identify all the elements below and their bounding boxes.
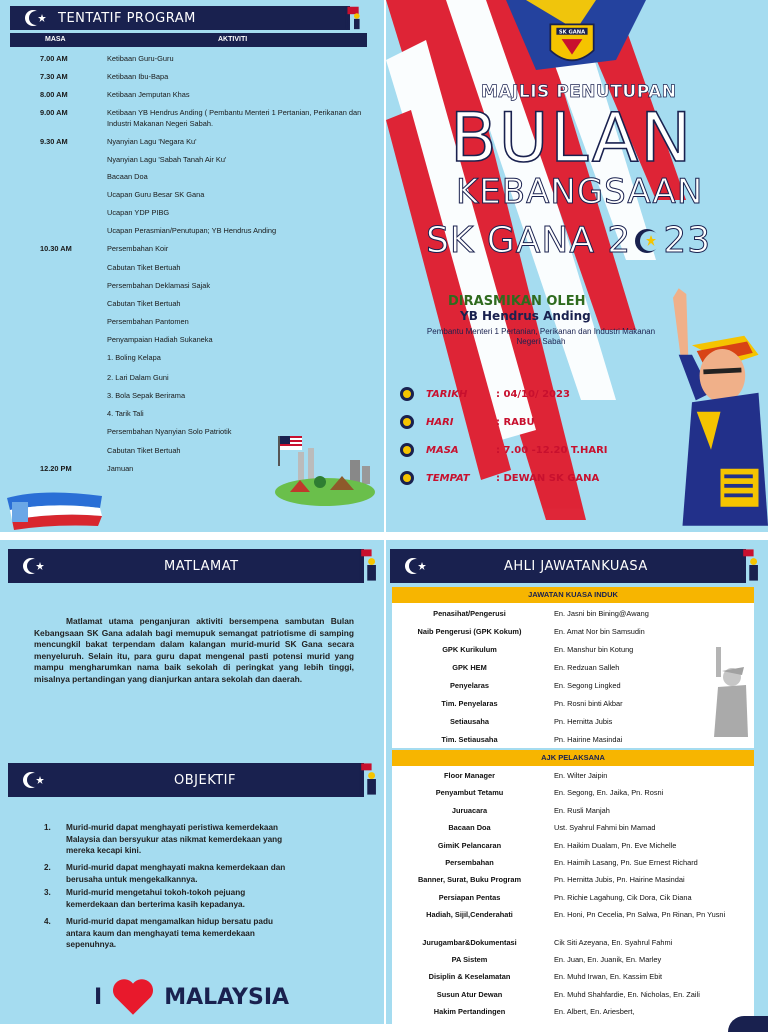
matlamat-header [8, 549, 364, 583]
program-time: 9.00 AM [40, 108, 68, 117]
committee-name: En. Manshur bin Kotung [554, 645, 634, 654]
objektif-text [66, 887, 245, 910]
program-activity: Ucapan Perasmian/Penutupan; YB Hendrus Anding [107, 226, 277, 235]
committee-role: Juruacara [451, 805, 488, 815]
flag-bearer-icon [738, 544, 764, 586]
matlamat-text: Matlamat utama penganjuran aktiviti bersempena sambutan Bulan Kebangsaan SK Gana adalah bagi memupuk semangat patriotisme di samping mencungkil bakat terpendam dalam kalangan murid-murid SK Gana secara menyeluruh. Selain itu, para guru dapat mengenal pasti potensi murid yang mampu mengharumkan nama baik sekolah di peringkat yang lebih tinggi, misalnya pertandingan yang dianjurkan antara sekolah dan daerah. [34, 616, 354, 684]
detail-label: TARIKH [426, 388, 468, 400]
program-time: 9.30 AM [40, 137, 68, 146]
committee-name: En. Honi, Pn Cecelia, Pn Salwa, Pn Rinan, Pn Yusni [554, 910, 726, 920]
committee-role: Naib Pengerusi (GPK Kokum) [417, 627, 522, 636]
detail-value: : 04/10/ 2023 [496, 388, 570, 400]
program-activity: Ucapan Guru Besar SK Gana [107, 190, 205, 199]
program-time: 8.00 AM [40, 90, 68, 99]
program-activity: Cabutan Tiket Bertuah [107, 446, 181, 455]
committee-role: Tim. Penyelaras [441, 699, 498, 708]
program-time: 7.30 AM [40, 72, 68, 81]
objektif-line: Malaysia dan bersyukur atas nikmat kemerdekaan yang [66, 834, 283, 844]
committee-name: Ust. Syahrul Fahmi bin Mamad [554, 823, 656, 833]
patriot-figure-illustration [654, 282, 768, 532]
committee-role: GPK HEM [452, 663, 487, 672]
cover-title-bulan: BULAN [450, 99, 694, 178]
committee-role: GPK Kurikulum [442, 645, 497, 654]
committee-name: En. Albert, En. Ariesbert, [554, 1007, 635, 1017]
objektif-line: mereka kecapi kini. [66, 846, 142, 855]
objektif-line: Murid-murid dapat menghayati makna kemerdekaan dan [66, 863, 286, 872]
detail-row-tarikh [400, 384, 570, 404]
committee-name: En. Muhd Shahfardie, En. Nicholas, En. Zaili [554, 989, 700, 999]
detail-label: HARI [426, 416, 454, 428]
objektif-number: 4. [44, 917, 51, 926]
cover-panel [386, 0, 768, 532]
program-activity: Ketibaan Guru-Guru [107, 54, 174, 63]
objektif-line: antara kaum dan menghayati tema kemerdekaan [66, 928, 255, 938]
objektif-line: kemerdekaan dan berterima kasih kepadanya. [66, 899, 245, 909]
detail-label: MASA [426, 444, 459, 456]
committee-name: En. Haimih Lasang, Pn. Sue Ernest Richard [554, 858, 698, 867]
program-activity: Persembahan Pantomen [107, 317, 189, 326]
flag-bearer-icon [340, 2, 368, 32]
committee-role: Banner, Surat, Buku Program [417, 875, 522, 885]
flag-bearer-icon [356, 758, 382, 800]
program-activity: Persembahan Koir [107, 244, 169, 253]
program-activity: 2. Lari Dalam Guni [107, 373, 169, 382]
goals-panel [0, 540, 384, 1024]
program-activity: 4. Tarik Tali [107, 409, 144, 418]
program-activity: Persembahan Deklamasi Sajak [107, 281, 211, 290]
program-activity: Ketibaan YB Hendrus Anding ( Pembantu Menteri 1 Pertanian, Perikanan dan Industri Makanan Negeri Sabah. [107, 108, 362, 128]
cover-title-year-a: SK GANA 2 [426, 220, 632, 261]
crescent-star-icon [402, 553, 428, 579]
committee-name: En. Muhd Irwan, En. Kassim Ebit [554, 972, 663, 982]
objektif-text [66, 822, 282, 857]
committee-name: En. Segong Lingked [554, 681, 621, 690]
detail-value: : RABU [496, 416, 535, 428]
objektif-text [66, 862, 285, 885]
cover-title-year-b: 23 [663, 220, 712, 261]
bullet-icon [400, 443, 414, 457]
detail-row-tempat [400, 468, 599, 488]
committee-name: En. Segong, En. Jaika, Pn. Rosni [554, 788, 664, 798]
objektif-number: 1. [44, 823, 51, 832]
objektif-line: Murid-murid dapat mengamalkan hidup bersatu padu [66, 917, 273, 926]
committee-role: Tim. Setiausaha [441, 735, 498, 744]
corner-decoration [728, 1016, 768, 1032]
committee-name: En. Jasni bin Bining@Awang [554, 609, 649, 618]
malaysia-landmarks-icon [270, 432, 380, 512]
program-activity: Ucapan YDP PIBG [107, 208, 170, 217]
objektif-line: Murid-murid mengetahui tokoh-tokoh pejuang [66, 888, 246, 897]
committee-role: Hakim Pertandingen [433, 1007, 506, 1017]
objektif-number: 3. [44, 888, 51, 897]
cover-title-kebangsaan: KEBANGSAAN [456, 172, 704, 212]
saluting-figure-illustration [708, 642, 748, 742]
program-activity: Persembahan Nyanyian Solo Patriotik [107, 427, 232, 436]
crescent-star-icon [20, 553, 46, 579]
committee-role: Jurugambar&Dokumentasi [422, 937, 517, 947]
objektif-line: Murid-murid dapat menghayati peristiwa kemerdekaan [66, 823, 279, 832]
school-logo [546, 20, 598, 72]
flag-bearer-icon [356, 544, 382, 586]
objektif-line: berusaha untuk mengekalkannya. [66, 874, 198, 884]
objektif-title: OBJEKTIF [174, 772, 236, 788]
bullet-icon [400, 387, 414, 401]
objektif-text [66, 916, 273, 951]
objektif-number: 2. [44, 863, 51, 872]
committee-name: Pn. Hernitta Jubis [554, 717, 613, 726]
crescent-star-icon [22, 5, 48, 31]
program-title: TENTATIF PROGRAM [58, 10, 196, 26]
committee-role: Hadiah, Sijil,Cenderahati [426, 910, 513, 920]
committee-name: Pn. Rosni binti Akbar [554, 699, 623, 708]
love-malaysia [94, 977, 289, 1017]
col-time-header: MASA [45, 36, 66, 43]
detail-value: : 7.00 -12.20 T.HARI [496, 444, 608, 456]
detail-row-masa [400, 440, 608, 460]
committee-role: Penasihat/Pengerusi [433, 609, 506, 618]
committee-role: Disiplin & Keselamatan [428, 972, 511, 982]
program-activity: Ketibaan Ibu-Bapa [107, 72, 169, 81]
program-activity: 1. Boling Kelapa [107, 353, 161, 362]
committee-title: AHLI JAWATANKUASA [504, 558, 648, 574]
love-i: I [94, 984, 103, 1010]
objektif-header [8, 763, 364, 797]
program-activity: Bacaan Doa [107, 172, 148, 181]
committee-role: PA Sistem [451, 955, 488, 964]
committee-name: Cik Siti Azeyana, En. Syahrul Fahmi [554, 937, 673, 947]
program-activity: Cabutan Tiket Bertuah [107, 299, 181, 308]
program-activity: Nyanyian Lagu 'Negara Ku' [107, 137, 197, 146]
committee-role: Floor Manager [444, 771, 495, 780]
committee-role: Bacaan Doa [448, 823, 491, 833]
program-activity: Nyanyian Lagu 'Sabah Tanah Air Ku' [107, 155, 227, 164]
officiated-name: YB Hendrus Anding [460, 309, 591, 323]
section-pelaksana-band: AJK PELAKSANA [392, 750, 754, 766]
program-table-header [10, 33, 367, 47]
program-time: 12.20 PM [40, 464, 72, 473]
program-activity: Ketibaan Jemputan Khas [107, 90, 190, 99]
objektif-line: sepenuhnya. [66, 940, 117, 949]
love-malaysia-text: MALAYSIA [164, 984, 290, 1010]
committee-name: En. Rusli Manjah [554, 805, 610, 815]
detail-value: : DEWAN SK GANA [496, 472, 600, 484]
committee-role: Persembahan [445, 858, 494, 867]
cover-subtitle: MAJLIS PENUTUPAN [481, 82, 677, 102]
bullet-icon [400, 415, 414, 429]
committee-role: GimiK Pelancaran [437, 840, 502, 850]
committee-name: En. Haikim Dualam, Pn. Eve Michelle [554, 840, 677, 850]
crescent-star-icon [20, 767, 46, 793]
committee-role: Penyambut Tetamu [435, 788, 504, 798]
program-activity: Penyampaian Hadiah Sukaneka [107, 335, 213, 344]
committee-name: En. Wilter Jaipin [554, 771, 608, 780]
crescent-zero-icon [632, 226, 662, 256]
committee-name: En. Juan, En. Juanik, En. Marley [554, 955, 662, 964]
committee-name: Pn. Hairine Masindai [554, 735, 623, 744]
program-header [10, 6, 350, 30]
logo-text: SK GANA [558, 29, 586, 36]
program-time: 7.00 AM [40, 54, 68, 63]
program-activity: 3. Bola Sepak Berirama [107, 391, 186, 400]
bullet-icon [400, 471, 414, 485]
matlamat-title: MATLAMAT [164, 558, 239, 574]
col-activity-header: AKTIVITI [218, 36, 248, 43]
committee-name: Pn. Hernitta Jubis, Pn. Hairine Masindai [554, 875, 685, 885]
heart-icon [110, 977, 156, 1017]
committee-name: Pn. Richie Lagahung, Cik Dora, Cik Diana [554, 892, 692, 902]
program-panel [0, 0, 384, 532]
committee-role: Penyelaras [449, 681, 490, 690]
officiated-label: DIRASMIKAN OLEH [448, 294, 586, 309]
detail-label: TEMPAT [426, 472, 470, 484]
committee-name: En. Amat Nor bin Samsudin [554, 627, 645, 636]
program-activity: Cabutan Tiket Bertuah [107, 263, 181, 272]
program-activity: Jamuan [107, 464, 134, 473]
detail-row-hari [400, 412, 535, 432]
committee-name: En. Redzuan Salleh [554, 663, 620, 672]
committee-role: Setiausaha [449, 717, 490, 726]
committee-role: Persiapan Pentas [438, 892, 501, 902]
committee-header [390, 549, 746, 583]
officiated-role: Pembantu Menteri 1 Pertanian, Perikanan dan Industri Makanan Negeri Sabah [426, 327, 656, 346]
cover-title-year [426, 220, 711, 261]
sabah-flag-icon [2, 488, 112, 532]
section-induk-band: JAWATAN KUASA INDUK [392, 587, 754, 603]
program-time: 10.30 AM [40, 244, 72, 253]
committee-role: Susun Atur Dewan [436, 989, 503, 999]
